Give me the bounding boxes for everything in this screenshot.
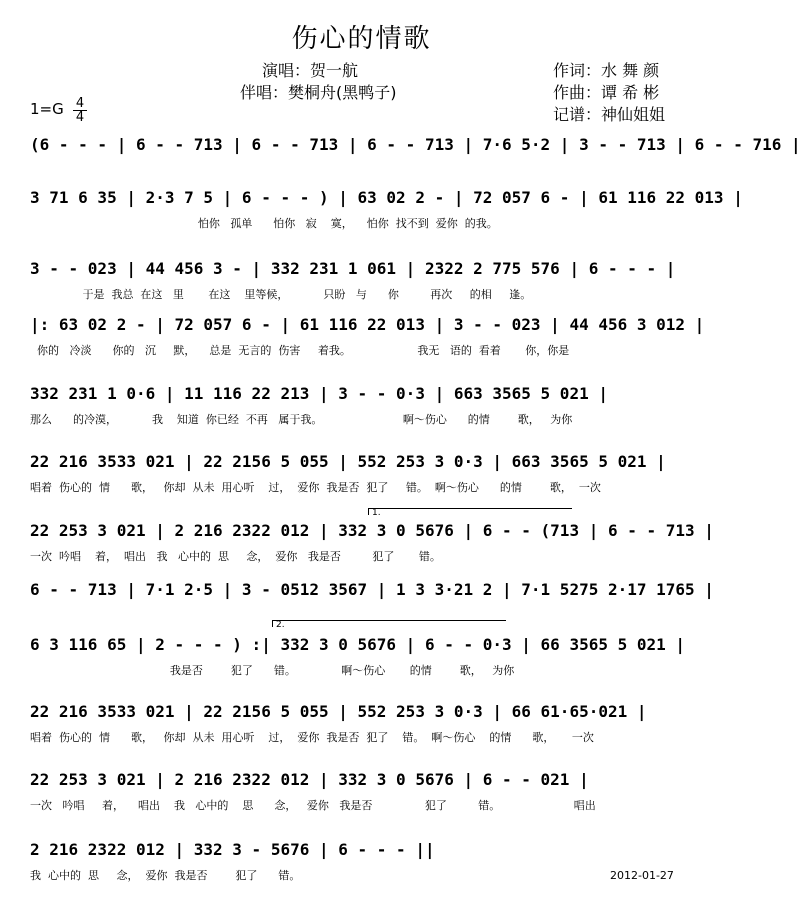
notation-line: 2 216 2322 012 | 332 3 - 5676 | 6 - - - || (30, 840, 435, 859)
transcriber-credit: 记谱：神仙姐姐 (553, 105, 666, 124)
lyric-line: 唱着 伤心的 情 歌， 你却 从未 用心听 过， 爱你 我是否 犯了 错。 啊～伤心 的情 歌， 一次 (30, 731, 594, 744)
meter-top: 4 (75, 96, 85, 111)
notation-line: 3 - - 023 | 44 456 3 - | 332 231 1 061 | 2322 2 775 576 | 6 - - - | (30, 259, 676, 278)
lyric-line: 我是否 犯了 错。 啊～伤心 的情 歌， 为你 (30, 664, 515, 677)
composer-credit: 作曲：谭 希 彬 (553, 83, 660, 102)
notation-line: 22 216 3533 021 | 22 2156 5 055 | 552 253 3 0·3 | 66 61·65·021 | (30, 702, 647, 721)
lyric-line: 一次 吟唱 着， 唱出 我 心中的 思 念， 爱你 我是否 犯了 错。 唱出 (30, 799, 596, 812)
first-ending-bracket: 1. (368, 508, 572, 515)
lyric-line (30, 162, 690, 180)
notation-line: 22 253 3 021 | 2 216 2322 012 | 332 3 0 5676 | 6 - - (713 | 6 - - 713 | (30, 521, 714, 540)
score-row-7 (30, 519, 714, 569)
lyricist-credit: 作词：水 舞 颜 (553, 61, 660, 80)
notation-line: 6 3 116 65 | 2 - - - ) :| 332 3 0 5676 | 6 - - 0·3 | 66 3565 5 021 | (30, 635, 686, 654)
lyric-line: 那么 的冷漠， 我 知道 你已经 不再 属于我。 啊～伤心 的情 歌， 为你 (30, 413, 573, 426)
singer-credit: 演唱：贺一航 (262, 61, 359, 80)
notation-line: 332 231 1 0·6 | 11 116 22 213 | 3 - - 0·3 | 663 3565 5 021 | (30, 384, 608, 403)
notation-line: (6 - - - | 6 - - 713 | 6 - - 713 | 6 - - 713 | 7·6 5·2 | 3 - - 713 | 6 - - 716 | (30, 135, 801, 154)
second-ending-bracket: 2. (272, 620, 506, 627)
score-row-12 (30, 838, 690, 888)
score-row-6 (30, 450, 690, 500)
lyric-line: 我 心中的 思 念， 爱你 我是否 犯了 错。 (30, 869, 301, 882)
notation-line: 3 71 6 35 | 2·3 7 5 | 6 - - - ) | 63 02 2 - | 72 057 6 - | 61 116 22 013 | (30, 188, 743, 207)
score-row-1 (30, 133, 801, 183)
key-signature: 1=G (30, 100, 64, 118)
song-title: 伤心的情歌 (291, 24, 432, 54)
score-row-9 (30, 633, 690, 683)
notation-line: 6 - - 713 | 7·1 2·5 | 3 - 0512 3567 | 1 3 3·21 2 | 7·1 5275 2·17 1765 | (30, 580, 714, 599)
accompany-credit: 伴唱：樊桐舟(黑鸭子) (240, 83, 397, 102)
lyric-line: 你的 冷淡 你的 沉 默， 总是 无言的 伤害 着我。 我无 语的 看着 你，你是 (30, 344, 570, 357)
lyric-line: 于是 我总 在这 里 在这 里等候， 只盼 与 你 再次 的相 逢。 (30, 288, 532, 301)
score-row-4 (30, 313, 705, 363)
score-row-10 (30, 700, 690, 750)
lyric-line: 一次 吟唱 着， 唱出 我 心中的 思 念， 爱你 我是否 犯了 错。 (30, 550, 441, 563)
lyric-line: 怕你 孤单 怕你 寂 寞， 怕你 找不到 爱你 的我。 (30, 217, 498, 230)
transcription-date: 2012-01-27 (610, 869, 674, 882)
notation-line: 22 216 3533 021 | 22 2156 5 055 | 552 253 3 0·3 | 663 3565 5 021 | (30, 452, 666, 471)
notation-line: |: 63 02 2 - | 72 057 6 - | 61 116 22 013 | 3 - - 023 | 44 456 3 012 | (30, 315, 705, 334)
notation-line: 22 253 3 021 | 2 216 2322 012 | 332 3 0 5676 | 6 - - 021 | (30, 770, 589, 789)
score-row-3 (30, 257, 690, 307)
score-row-2 (30, 186, 743, 236)
score-row-5 (30, 382, 690, 432)
time-signature (73, 98, 87, 123)
lyric-line: 唱着 伤心的 情 歌， 你却 从未 用心听 过， 爱你 我是否 犯了 错。 啊～伤心 的情 歌， 一次 (30, 481, 601, 494)
score-row-11 (30, 768, 690, 818)
meter-bottom: 4 (75, 110, 85, 125)
